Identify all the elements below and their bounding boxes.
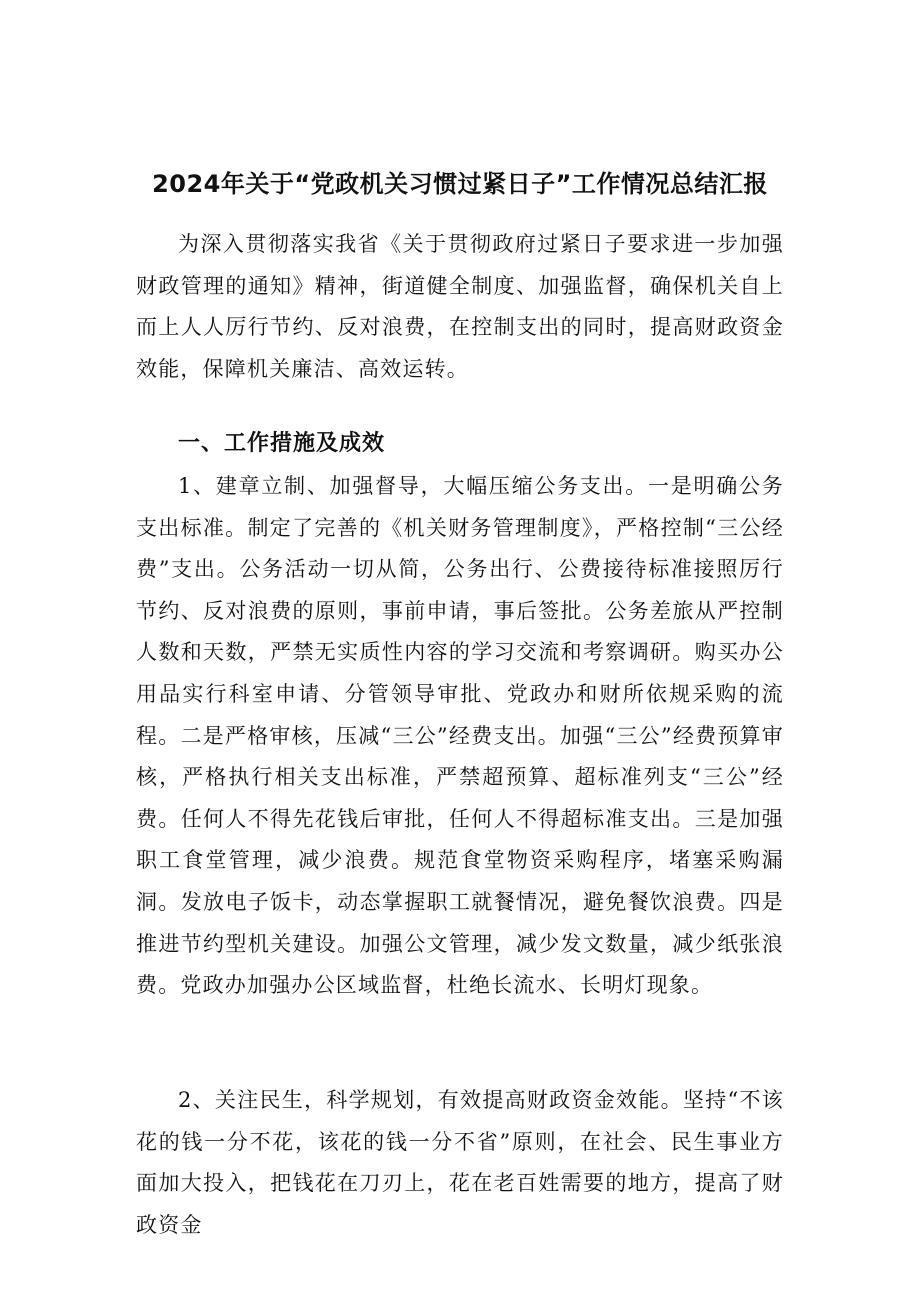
item-1-paragraph: 1、建章立制、加强督导，大幅压缩公务支出。一是明确公务支出标准。制定了完善的《机关财务管理制度》，严格控制“三公经费”支出。公务活动一切从简，公务出行、公费接待标准接照厉行节约、反对浪费的原则，事前申请，事后签批。公务差旅从严控制人数和天数，严禁无实质性内容的学习交流和考察调研。购买办公用品实行科室申请、分管领导审批、党政办和财所依规采购的流程。二是严格审核，压减“三公”经费支出。加强“三公”经费预算审核，严格执行相关支出标准，严禁超预算、超标准列支“三公”经费。任何人不得先花钱后审批，任何人不得超标准支出。三是加强职工食堂管理，减少浪费。规范食堂物资采购程序，堵塞采购漏洞。发放电子饭卡，动态掌握职工就餐情况，避免餐饮浪费。四是推进节约型机关建设。加强公文管理，减少发文数量，减少纸张浪费。党政办加强办公区域监督，杜绝长流水、长明灯现象。 — [136, 474, 784, 998]
section-heading-work-measures: 一、工作措施及成效 — [178, 431, 386, 456]
document-title: 2024年关于“党政机关习惯过紧日子”工作情况总结汇报 — [152, 170, 768, 198]
intro-paragraph: 为深入贯彻落实我省《关于贯彻政府过紧日子要求进一步加强财政管理的通知》精神，街道健全制度、加强监督，确保机关自上而上人人厉行节约、反对浪费，在控制支出的同时，提高财政资金效能，保障机关廉洁、高效运转。 — [136, 232, 784, 381]
item-2-paragraph: 2、关注民生，科学规划，有效提高财政资金效能。坚持“不该花的钱一分不花，该花的钱一分不省”原则，在社会、民生事业方面加大投入，把钱花在刀刃上，花在老百姓需要的地方，提高了财政资金 — [136, 1088, 784, 1237]
